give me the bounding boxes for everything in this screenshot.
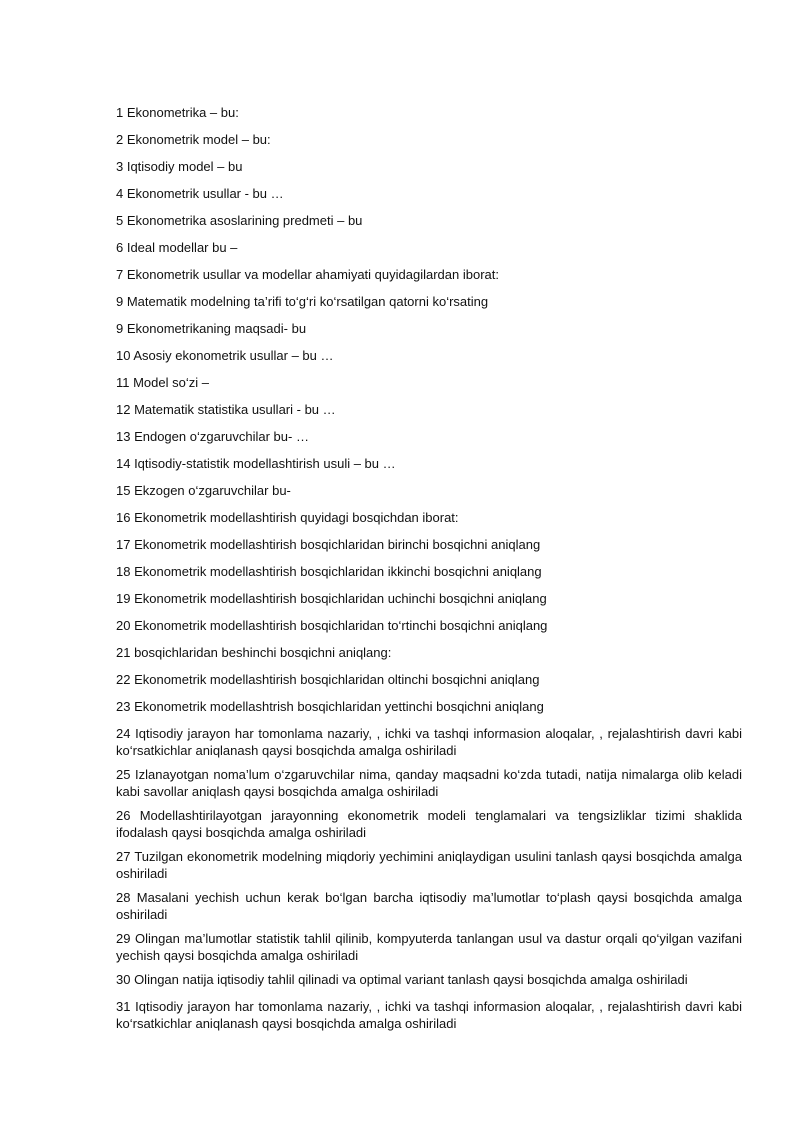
question-item: 10 Asosiy ekonometrik usullar – bu … xyxy=(116,348,334,363)
question-item: 21 bosqichlaridan beshinchi bosqichni aniqlang: xyxy=(116,645,392,660)
question-item: 26 Modellashtirilayotgan jarayonning ekonometrik modeli tenglamalari va tengsizliklar tizimi shaklida ifodalash qaysi bosqichda amalga oshiriladi xyxy=(116,808,742,840)
question-item: 20 Ekonometrik modellashtirish bosqichlaridan to‘rtinchi bosqichni aniqlang xyxy=(116,618,548,633)
question-item: 24 Iqtisodiy jarayon har tomonlama nazariy, , ichki va tashqi informasion aloqalar, , rejalashtirish davri kabi ko‘rsatkichlar aniqlanash qaysi bosqichda amalga oshiriladi xyxy=(116,726,742,758)
question-item: 4 Ekonometrik usullar - bu … xyxy=(116,186,284,201)
question-item: 12 Matematik statistika usullari - bu … xyxy=(116,402,336,417)
question-item: 29 Olingan ma’lumotlar statistik tahlil qilinib, kompyuterda tanlangan usul va dastur orqali qo‘yilgan vazifani yechish qaysi bosqichda amalga oshiriladi xyxy=(116,931,742,963)
question-item: 31 Iqtisodiy jarayon har tomonlama nazariy, , ichki va tashqi informasion aloqalar, , rejalashtirish davri kabi ko‘rsatkichlar aniqlanash qaysi bosqichda amalga oshiriladi xyxy=(116,999,742,1031)
question-item: 16 Ekonometrik modellashtirish quyidagi bosqichdan iborat: xyxy=(116,510,459,525)
question-item: 25 Izlanayotgan noma’lum o‘zgaruvchilar nima, qanday maqsadni ko‘zda tutadi, natija nimalarga olib keladi kabi savollar aniqlash qaysi bosqichda amalga oshiriladi xyxy=(116,767,742,799)
question-item: 18 Ekonometrik modellashtirish bosqichlaridan ikkinchi bosqichni aniqlang xyxy=(116,564,542,579)
question-list xyxy=(116,104,742,1039)
question-item: 3 Iqtisodiy model – bu xyxy=(116,159,243,174)
question-item: 7 Ekonometrik usullar va modellar ahamiyati quyidagilardan iborat: xyxy=(116,267,499,282)
question-item: 1 Ekonometrika – bu: xyxy=(116,105,239,120)
question-item: 27 Tuzilgan ekonometrik modelning miqdoriy yechimini aniqlaydigan usulini tanlash qaysi bosqichda amalga oshiriladi xyxy=(116,849,742,881)
question-item: 2 Ekonometrik model – bu: xyxy=(116,132,271,147)
question-item: 19 Ekonometrik modellashtirish bosqichlaridan uchinchi bosqichni aniqlang xyxy=(116,591,547,606)
question-item: 9 Matematik modelning ta’rifi to‘g‘ri ko‘rsatilgan qatorni ko‘rsating xyxy=(116,294,489,309)
question-item: 30 Olingan natija iqtisodiy tahlil qilinadi va optimal variant tanlash qaysi bosqichda amalga oshiriladi xyxy=(116,972,688,987)
question-item: 23 Ekonometrik modellashtrish bosqichlaridan yettinchi bosqichni aniqlang xyxy=(116,699,544,714)
question-item: 28 Masalani yechish uchun kerak bo‘lgan barcha iqtisodiy ma’lumotlar to‘plash qaysi bosqichda amalga oshiriladi xyxy=(116,890,742,922)
question-item: 5 Ekonometrika asoslarining predmeti – bu xyxy=(116,213,363,228)
question-item: 22 Ekonometrik modellashtirish bosqichlaridan oltinchi bosqichni aniqlang xyxy=(116,672,540,687)
question-item: 15 Ekzogen o‘zgaruvchilar bu- xyxy=(116,483,291,498)
question-item: 14 Iqtisodiy-statistik modellashtirish usuli – bu … xyxy=(116,456,396,471)
question-item: 6 Ideal modellar bu – xyxy=(116,240,238,255)
question-item: 9 Ekonometrikaning maqsadi- bu xyxy=(116,321,307,336)
question-item: 11 Model so‘zi – xyxy=(116,375,209,390)
question-item: 17 Ekonometrik modellashtirish bosqichlaridan birinchi bosqichni aniqlang xyxy=(116,537,541,552)
question-item: 13 Endogen o‘zgaruvchilar bu- … xyxy=(116,429,309,444)
